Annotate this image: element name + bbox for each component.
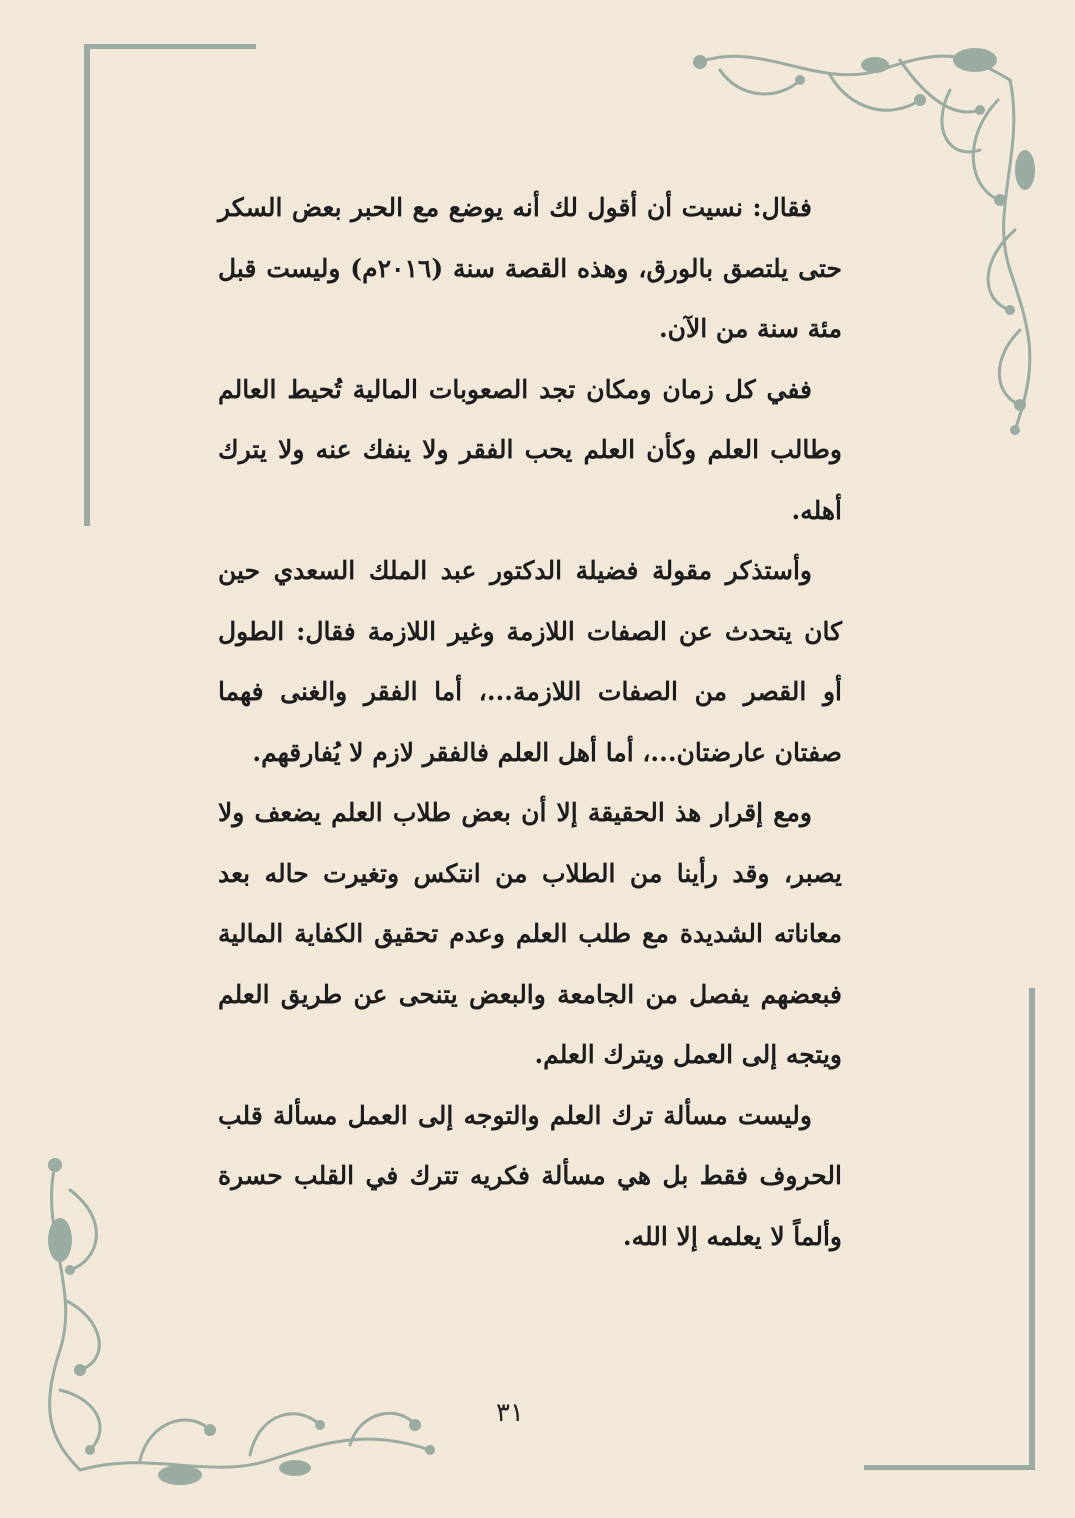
paragraph: فقال: نسيت أن أقول لك أنه يوضع مع الحبر بعض السكر حتى يلتصق بالورق، وهذه القصة سنة (٢٠١٦م) وليست قبل مئة سنة من الآن. [218, 193, 842, 343]
frame-top-left-vertical [84, 44, 90, 526]
frame-bottom-right-horizontal [864, 1465, 1035, 1470]
paragraph: وليست مسألة ترك العلم والتوجه إلى العمل مسألة قلب الحروف فقط بل هي مسألة فكريه تترك في القلب حسرة وألماً لا يعلمه إلا الله. [218, 1100, 842, 1251]
paragraph: وأستذكر مقولة فضيلة الدكتور عبد الملك السعدي حين كان يتحدث عن الصفات اللازمة وغير اللازمة فقال: الطول أو القصر من الصفات اللازمة...، أما الفقر والغنى فهما صفتان عارضتان...، أما أهل العلم فالفقر لازم لا يُفارقهم. [218, 556, 842, 767]
paragraph: ففي كل زمان ومكان تجد الصعوبات المالية تُحيط العالم وطالب العلم وكأن العلم يحب الفقر ولا ينفك عنه ولا يترك أهله. [218, 374, 842, 525]
frame-bottom-right-vertical [1029, 988, 1035, 1470]
paragraph: ومع إقرار هذ الحقيقة إلا أن بعض طلاب العلم يضعف ولا يصبر، وقد رأينا من الطلاب من انتكس وتغيرت حاله بعد معاناته الشديدة مع طلب العلم وعدم تحقيق الكفاية المالية فبعضهم يفصل من الجامعة والبعض يتنحى عن طريق العلم ويتجه إلى العمل ويترك العلم. [218, 798, 842, 1069]
page-number: ٣١ [496, 1398, 524, 1428]
frame-top-left-horizontal [84, 44, 256, 49]
page-body-text [218, 178, 842, 1267]
